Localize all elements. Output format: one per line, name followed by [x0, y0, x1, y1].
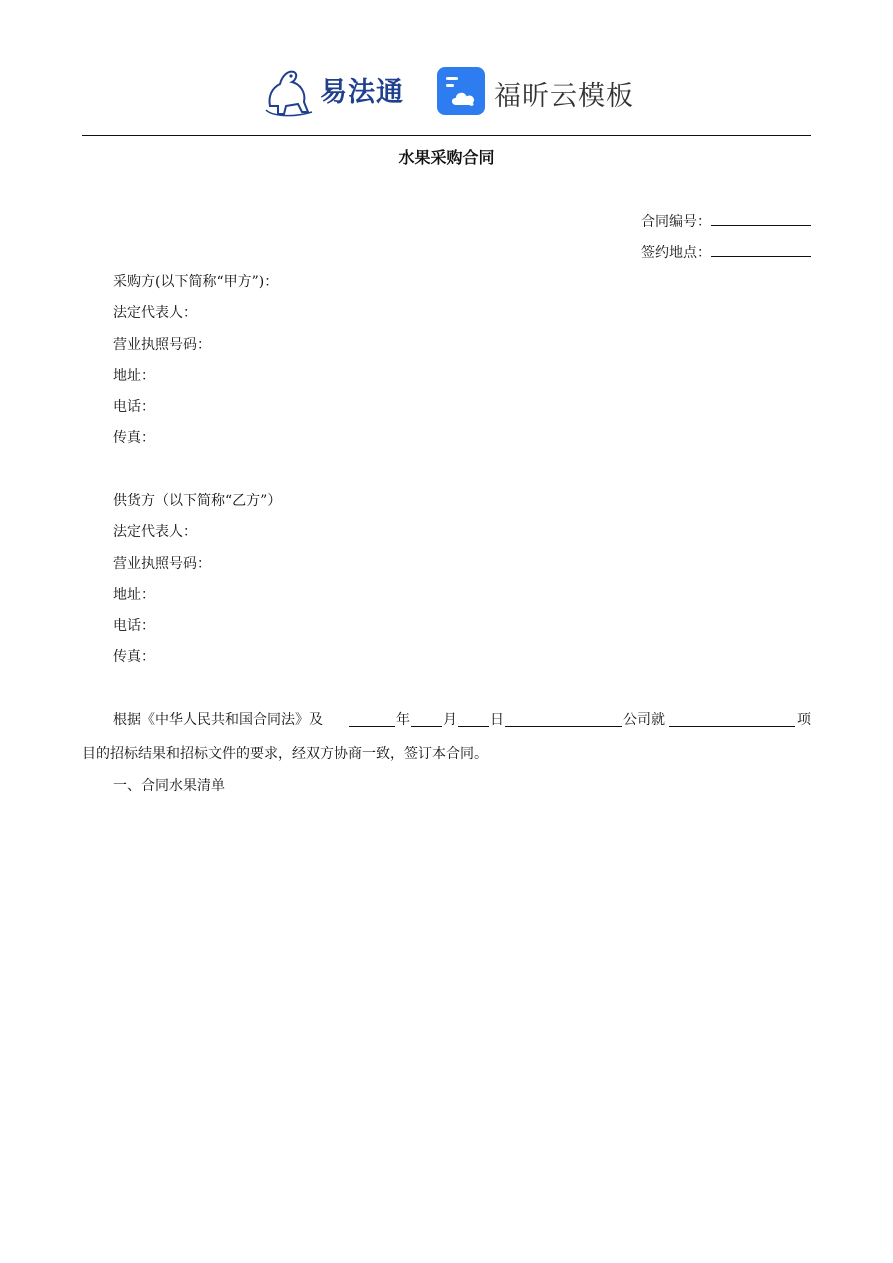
sign-place-blank[interactable]: [711, 242, 811, 257]
sign-place-field: [641, 242, 811, 262]
cloud-document-icon: [436, 66, 486, 116]
header: [0, 60, 893, 124]
sign-place-label: 签约地点：: [641, 245, 711, 261]
month-blank[interactable]: [411, 712, 442, 727]
year-label: 年: [396, 712, 410, 728]
section-1-heading: 一、合同水果清单: [113, 778, 225, 794]
month-label: 月: [443, 712, 457, 728]
yifatong-logo-text: 易法通: [320, 77, 404, 108]
foxit-cloud-template-logo: [436, 64, 636, 120]
party-b-rep: 法定代表人：: [113, 524, 197, 540]
project-blank[interactable]: [669, 712, 795, 727]
basis-paragraph-line2: 目的招标结果和招标文件的要求，经双方协商一致，签订本合同。: [82, 746, 488, 762]
yifatong-logo: [262, 62, 414, 120]
party-a-fax: 传真：: [113, 430, 155, 446]
party-b-license: 营业执照号码：: [113, 556, 211, 572]
item-char: 项: [797, 712, 811, 728]
day-label: 日: [490, 712, 504, 728]
party-b-heading: 供货方（以下简称“乙方”）: [113, 493, 282, 509]
party-a-heading: 采购方(以下简称“甲方”)：: [113, 274, 279, 290]
foxit-cloud-template-text: 福昕云模板: [494, 81, 634, 112]
party-a-rep: 法定代表人：: [113, 305, 197, 321]
party-a-license: 营业执照号码：: [113, 337, 211, 353]
party-b-fax: 传真：: [113, 649, 155, 665]
basis-law-text: 根据《中华人民共和国合同法》及: [113, 712, 323, 728]
document-title: 水果采购合同: [398, 148, 495, 167]
qilin-mascot-icon: [262, 62, 320, 120]
year-blank[interactable]: [349, 712, 395, 727]
contract-number-blank[interactable]: [711, 211, 811, 226]
contract-number-label: 合同编号：: [641, 214, 711, 230]
header-divider: [82, 135, 811, 136]
party-a-phone: 电话：: [113, 399, 155, 415]
party-b-address: 地址：: [113, 587, 155, 603]
company-label: 公司就: [623, 712, 665, 728]
day-blank[interactable]: [458, 712, 489, 727]
company-blank[interactable]: [505, 712, 622, 727]
party-a-address: 地址：: [113, 368, 155, 384]
contract-number-field: [641, 211, 811, 231]
party-b-phone: 电话：: [113, 618, 155, 634]
